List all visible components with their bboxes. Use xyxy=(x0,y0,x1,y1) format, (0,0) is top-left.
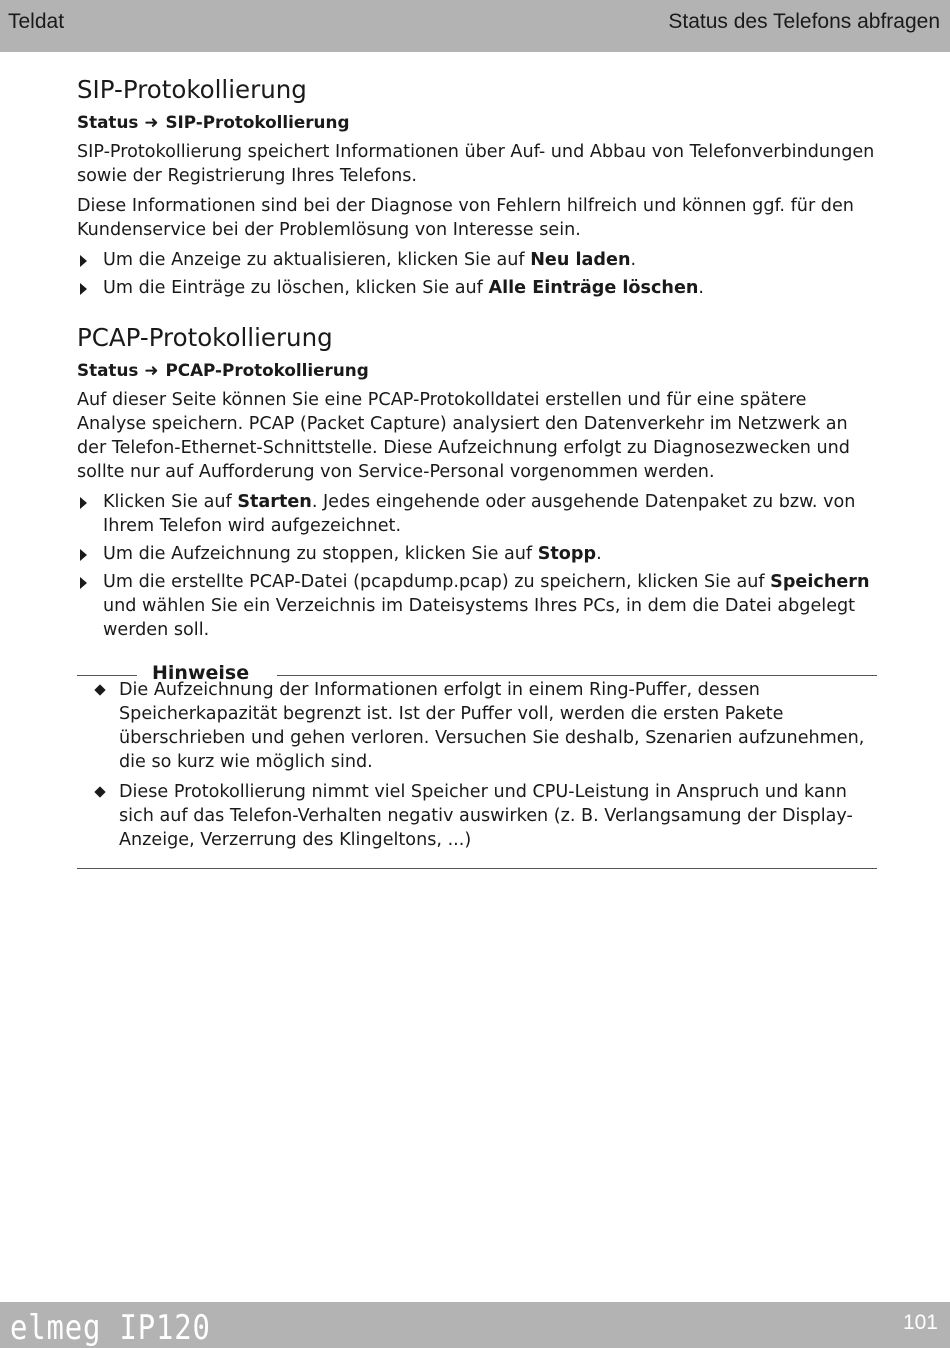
page-footer xyxy=(0,1302,950,1348)
section-sip xyxy=(77,74,877,300)
pcap-breadcrumb xyxy=(77,358,877,382)
pcap-crumb-status: Status xyxy=(77,360,139,380)
section-pcap xyxy=(77,322,877,642)
step-text: . xyxy=(630,250,637,270)
sip-step xyxy=(77,276,877,300)
step-ui-term: Stopp xyxy=(537,544,597,564)
notes-rule-left xyxy=(77,675,137,676)
pcap-heading: PCAP-Protokollierung xyxy=(77,323,333,352)
sip-paragraph-1: SIP-Protokollierung speichert Informationen über Auf- und Abbau von Telefonverbindungen sowie der Registrierung Ihres Telefons. xyxy=(77,142,875,186)
pcap-step xyxy=(77,570,877,642)
pcap-paragraph-1: Auf dieser Seite können Sie eine PCAP-Protokolldatei erstellen und für eine spätere Analyse speichern. PCAP (Packet Capture) analysiert den Datenverkehr im Netzwerk an der Telefon-Ethernet-Schnittstelle. Diese Aufzeichnung erfolgt zu Diagnosezwecken und sollte nur auf Aufforderung von Service-Personal vorgenommen werden. xyxy=(77,390,850,482)
diamond-bullet-icon xyxy=(94,684,105,695)
step-text: . xyxy=(596,544,602,564)
note-item xyxy=(77,780,877,852)
step-ui-term: Neu laden xyxy=(530,250,631,270)
step-text: Um die Einträge zu löschen, klicken Sie auf xyxy=(103,278,489,298)
step-ui-term: Alle Einträge löschen xyxy=(488,278,699,298)
sip-step xyxy=(77,248,877,272)
note-text: Diese Protokollierung nimmt viel Speicher und CPU-Leistung in Anspruch und kann sich auf das Telefon-Verhalten negativ auswirken (z. B. Verlangsamung der Display-Anzeige, Verzerrung des Klingeltons, ...) xyxy=(119,782,853,850)
sip-breadcrumb xyxy=(77,110,877,134)
page-header xyxy=(0,0,950,52)
step-ui-term: Starten xyxy=(237,492,312,512)
notes-title: Hinweise xyxy=(152,662,250,684)
arrow-right-icon: ➜ xyxy=(144,112,159,132)
note-item xyxy=(77,678,877,774)
diamond-bullet-icon xyxy=(94,786,105,797)
step-text: . Jedes eingehende oder ausgehende Datenpaket zu bzw. von Ihrem Telefon wird aufgezeichnet. xyxy=(103,492,856,536)
step-text: Klicken Sie auf xyxy=(103,492,238,512)
step-triangle-icon xyxy=(80,549,87,561)
step-text: und wählen Sie ein Verzeichnis im Dateisystems Ihres PCs, in dem die Datei abgelegt werden soll. xyxy=(103,596,856,640)
notes-rule-right xyxy=(277,675,877,676)
arrow-right-icon: ➜ xyxy=(144,360,159,380)
sip-crumb-status: Status xyxy=(77,112,139,132)
step-text: . xyxy=(698,278,705,298)
sip-heading: SIP-Protokollierung xyxy=(77,75,307,104)
pcap-crumb-page: PCAP-Protokollierung xyxy=(165,360,369,380)
step-triangle-icon xyxy=(80,577,87,589)
step-ui-term: Speichern xyxy=(770,572,870,592)
step-triangle-icon xyxy=(80,255,87,267)
sip-crumb-page: SIP-Protokollierung xyxy=(165,112,350,132)
step-text: Um die erstellte PCAP-Datei (pcapdump.pcap) zu speichern, klicken Sie auf xyxy=(103,572,771,592)
step-text: Um die Aufzeichnung zu stoppen, klicken Sie auf xyxy=(103,544,538,564)
header-brand: Teldat xyxy=(8,10,65,33)
pcap-step xyxy=(77,490,877,538)
pcap-step xyxy=(77,542,877,566)
step-triangle-icon xyxy=(80,497,87,509)
note-text: Die Aufzeichnung der Informationen erfolgt in einem Ring-Puffer, dessen Speicherkapazität begrenzt ist. Ist der Puffer voll, werden die ersten Pakete überschrieben und gehen verloren. Versuchen Sie deshalb, Szenarien aufzunehmen, die so kurz wie möglich sind. xyxy=(119,680,865,772)
product-logo: elmeg IP120 xyxy=(10,1308,211,1348)
step-triangle-icon xyxy=(80,283,87,295)
notes-box xyxy=(77,664,877,869)
page-content xyxy=(77,74,877,869)
step-text: Um die Anzeige zu aktualisieren, klicken Sie auf xyxy=(103,250,531,270)
page-number: 101 xyxy=(902,1311,938,1334)
header-chapter-title: Status des Telefons abfragen xyxy=(668,10,940,33)
sip-paragraph-2: Diese Informationen sind bei der Diagnose von Fehlern hilfreich und können ggf. für den Kundenservice bei der Problemlösung von Interesse sein. xyxy=(77,196,854,240)
